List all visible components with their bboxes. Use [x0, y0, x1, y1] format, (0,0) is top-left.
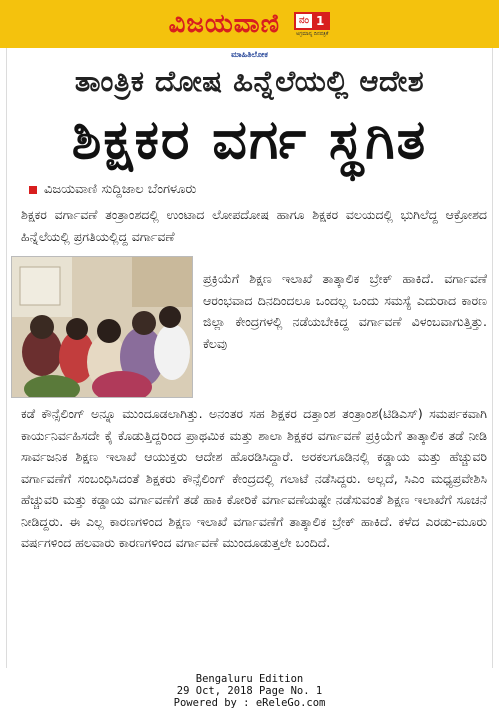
article-photo: [11, 256, 193, 398]
badge-subtitle: ಅಗ್ರಮಾನ್ಯ ದಿನಪತ್ರಿಕೆ: [296, 30, 329, 37]
byline: [29, 182, 196, 197]
masthead: [0, 0, 499, 48]
badge-text: ನಂ: [299, 15, 309, 26]
article-page: [6, 48, 493, 668]
paragraph-intro: ಶಿಕ್ಷಕರ ವರ್ಗಾವಣೆ ತಂತ್ರಾಂಶದಲ್ಲಿ ಉಂಟಾದ ಲೋಪದೋಷ ಹಾಗೂ ಶಿಕ್ಷಕರ ವಲಯದಲ್ಲಿ ಭುಗಿಲೆದ್ದ ಆಕ್ರೋಶದ ಹಿನ್ನೆಲೆಯಲ್ಲಿ ಪ್ರಗತಿಯಲ್ಲಿದ್ದ ವರ್ಗಾವಣೆ: [21, 207, 487, 244]
masthead-badge: [294, 12, 330, 37]
byline-text: ವಿಜಯವಾಣಿ ಸುದ್ದಿಜಾಲ ಬೆಂಗಳೂರು: [44, 182, 197, 197]
paragraph-main: ಕಡೆ ಕೌನ್ಸೆಲಿಂಗ್ ಅನ್ನೂ ಮುಂದೂಡಲಾಗಿತ್ತು. ಅನಂತರ ಸಹ ಶಿಕ್ಷಕರ ದತ್ತಾಂಶ ತಂತ್ರಾಂಶ(ಟಿಡಿಎಸ್) ಸಮರ್ಪಕವಾಗಿ ಕಾರ್ಯನಿರ್ವಹಿಸದೇ ಕೈ ಕೊಡುತ್ತಿದ್ದರಿಂದ ಪ್ರಾಥಮಿಕ ಮತ್ತು ಶಾಲಾ ಶಿಕ್ಷಕರ ವರ್ಗಾವಣೆ ಪ್ರಕ್ರಿಯೆಗೆ ತಾತ್ಕಾಲಿಕ ತಡೆ ನೀಡಿ ಸಾರ್ವಜನಿಕ ಶಿಕ್ಷಣ ಇಲಾಖೆ ಆಯುಕ್ತರು ಆದೇಶ ಹೊರಡಿಸಿದ್ದಾರೆ. ಅರಕಲಗೂಡಿನಲ್ಲಿ ಕಡ್ಡಾಯ ಮತ್ತು ಹೆಚ್ಚುವರಿ ವರ್ಗಾವಣೆಗೆ ಸಂಬಂಧಿಸಿದಂತೆ ಶಿಕ್ಷಕರು ಕೌನ್ಸೆಲಿಂಗ್ ಕೇಂದ್ರದಲ್ಲಿ ಗಲಾಟೆ ನಡೆಸಿದ್ದರು. ಅಲ್ಲದೆ, ಸಿಎಂ ಮಧ್ಯಪ್ರವೇಶಿಸಿ ಹೆಚ್ಚುವರಿ ಮತ್ತು ಕಡ್ಡಾಯ ವರ್ಗಾವಣೆಗೆ ತಡೆ ಹಾಕಿ ಕೋರಿಕೆ ವರ್ಗಾವಣೆಯಷ್ಟೇ ನಡೆಸುವಂತೆ ಶಿಕ್ಷಣ ಇಲಾಖೆಗೆ ಸೂಚನೆ ನೀಡಿದ್ದರು. ಈ ಎಲ್ಲ ಕಾರಣಗಳಿಂದ ಶಿಕ್ಷಣ ಇಲಾಖೆ ವರ್ಗಾವಣೆಗೆ ತಾತ್ಕಾಲಿಕ ಬ್ರೇಕ್ ಹಾಕಿದೆ. ಕಳೆದ ಎರಡು-ಮೂರು ವರ್ಷಗಳಿಂದ ಹಲವಾರು ಕಾರಣಗಳಿಂದ ವರ್ಗಾವಣೆ ಮುಂದೂಡುತ್ತಲೇ ಬಂದಿದೆ.: [21, 406, 487, 550]
powered-by: Powered by : eReleGo.com: [173, 697, 326, 709]
byline-square-icon: [29, 186, 37, 194]
sub-headline: ತಾಂತ್ರಿಕ ದೋಷ ಹಿನ್ನೆಲೆಯಲ್ಲಿ ಆದೇಶ: [74, 64, 425, 98]
badge-box: [294, 12, 330, 30]
newspaper-title: ವಿಜಯವಾಣಿ: [168, 8, 280, 39]
edition-footer: [0, 668, 499, 724]
section-tag: ಮಾಹಿತಿಲೋಕ: [231, 50, 268, 59]
main-headline: ಶಿಕ್ಷಕರ ವರ್ಗ ಸ್ಥಗಿತ: [71, 108, 428, 171]
badge-number: 1: [312, 14, 328, 28]
edition-name: Bengaluru Edition: [195, 673, 304, 685]
paragraph-right: ಪ್ರಕ್ರಿಯೆಗೆ ಶಿಕ್ಷಣ ಇಲಾಖೆ ತಾತ್ಕಾಲಿಕ ಬ್ರೇಕ್ ಹಾಕಿದೆ. ವರ್ಗಾವಣೆ ಆರಂಭವಾದ ದಿನದಿಂದಲೂ ಒಂದಲ್ಲ ಒಂದು ಸಮಸ್ಯೆ ಎದುರಾದ ಕಾರಣ ಜಿಲ್ಲಾ ಕೇಂದ್ರಗಳಲ್ಲಿ ನಡೆಯಬೇಕಿದ್ದ ವರ್ಗಾವಣೆ ವಿಳಂಬವಾಗುತ್ತಿತ್ತು. ಕೆಲವು: [203, 271, 487, 351]
edition-date-page: 29 Oct, 2018 Page No. 1: [176, 685, 323, 697]
teachers-crowd-image: [12, 257, 193, 398]
